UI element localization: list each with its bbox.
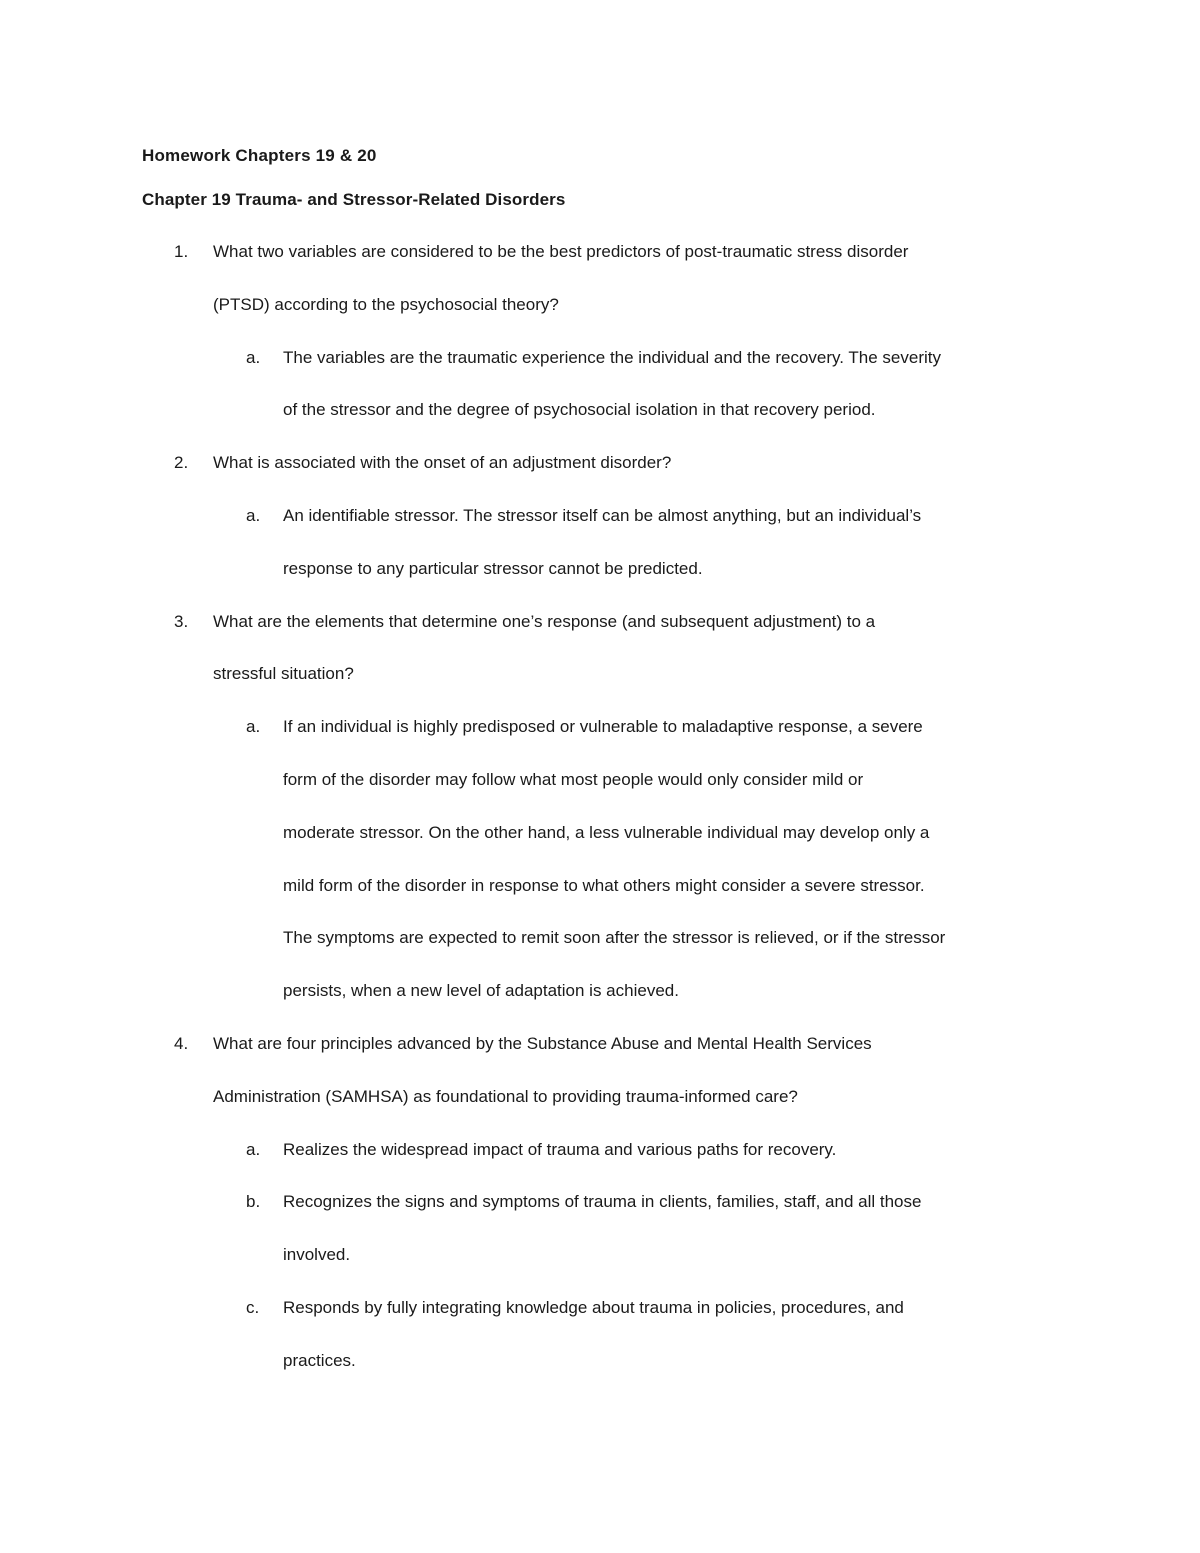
question-text-line: Administration (SAMHSA) as foundational to providing trauma-informed care? bbox=[213, 1086, 798, 1106]
question-text-line: stressful situation? bbox=[213, 664, 354, 684]
question-number: 2. bbox=[174, 453, 189, 473]
answer-text-line: An identifiable stressor. The stressor itself can be almost anything, but an individual’s bbox=[283, 506, 922, 525]
answer-text-line: moderate stressor. On the other hand, a less vulnerable individual may develop only a bbox=[283, 822, 930, 842]
document-title: Homework Chapters 19 & 20 bbox=[142, 146, 377, 165]
question-text-line: (PTSD) according to the psychosocial theory? bbox=[213, 294, 559, 314]
answer-letter: b. bbox=[246, 1192, 261, 1212]
answer-text-line: Recognizes the signs and symptoms of trauma in clients, families, staff, and all those bbox=[283, 1192, 922, 1212]
answer-letter: c. bbox=[246, 1298, 260, 1317]
answer-text-line: mild form of the disorder in response to what others might consider a severe stressor. bbox=[283, 875, 925, 895]
question-text-line: What two variables are considered to be the best predictors of post-traumatic stress disorder bbox=[213, 242, 909, 261]
answer-text-line: involved. bbox=[283, 1245, 351, 1265]
chapter-heading: Chapter 19 Trauma- and Stressor-Related Disorders bbox=[142, 190, 566, 209]
question-text-line: What is associated with the onset of an adjustment disorder? bbox=[213, 453, 672, 473]
answer-text-line: practices. bbox=[283, 1350, 356, 1370]
answer-text-line: Realizes the widespread impact of trauma and various paths for recovery. bbox=[283, 1139, 837, 1159]
answer-text-line: The symptoms are expected to remit soon after the stressor is relieved, or if the stressor bbox=[283, 928, 946, 948]
answer-text-line: persists, when a new level of adaptation is achieved. bbox=[283, 981, 679, 1001]
answer-text-line: If an individual is highly predisposed or vulnerable to maladaptive response, a severe bbox=[283, 717, 923, 737]
answer-text-line: The variables are the traumatic experience the individual and the recovery. The severity bbox=[283, 347, 941, 367]
answer-letter: a. bbox=[246, 717, 261, 737]
answer-text-line: of the stressor and the degree of psychosocial isolation in that recovery period. bbox=[283, 400, 876, 420]
answer-letter: a. bbox=[246, 506, 261, 525]
answer-letter: a. bbox=[246, 347, 261, 367]
question-text-line: What are four principles advanced by the Substance Abuse and Mental Health Services bbox=[213, 1034, 872, 1053]
question-number: 1. bbox=[174, 242, 189, 261]
answer-text-line: form of the disorder may follow what most people would only consider mild or bbox=[283, 770, 864, 789]
answer-letter: a. bbox=[246, 1139, 261, 1159]
question-number: 3. bbox=[174, 611, 189, 631]
question-number: 4. bbox=[174, 1034, 189, 1053]
answer-text-line: response to any particular stressor cannot be predicted. bbox=[283, 558, 703, 578]
question-text-line: What are the elements that determine one’s response (and subsequent adjustment) to a bbox=[213, 611, 876, 631]
answer-text-line: Responds by fully integrating knowledge about trauma in policies, procedures, and bbox=[283, 1298, 904, 1317]
